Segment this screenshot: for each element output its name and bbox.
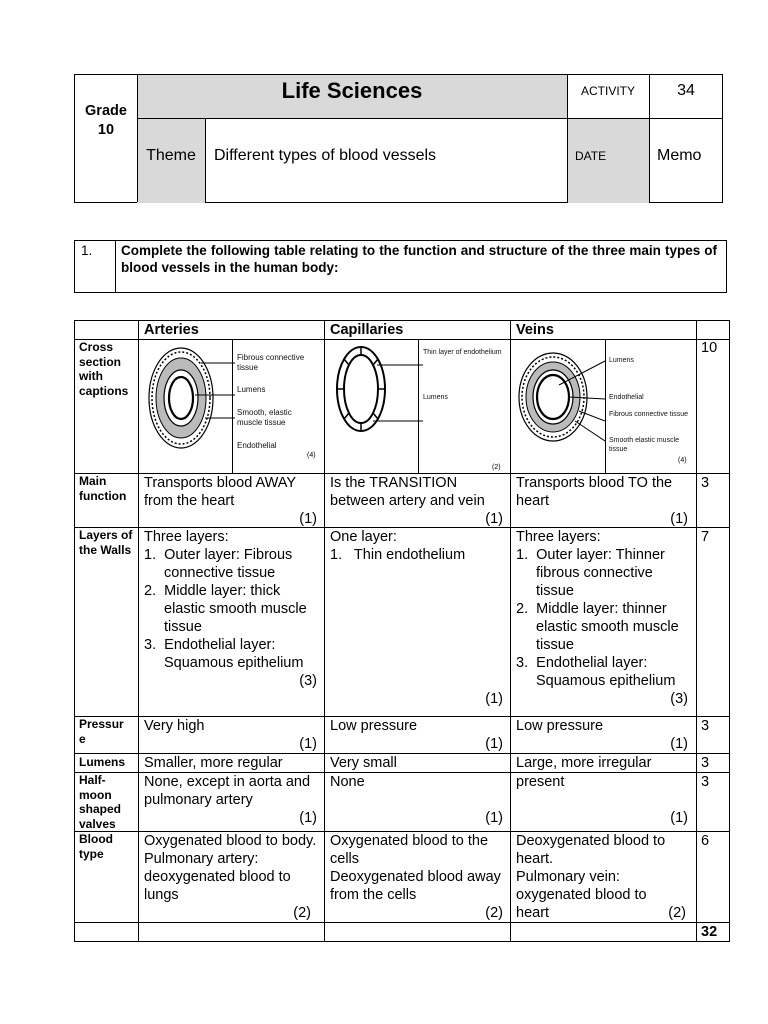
- layers-total: 7: [701, 529, 710, 545]
- capillaries-valves: None: [330, 774, 365, 790]
- column-header-capillaries: Capillaries: [330, 322, 404, 338]
- list-item: 3. Endothelial layer: Squamous epithelium: [144, 637, 304, 671]
- arteries-main-function: Transports blood AWAY from the heart: [144, 475, 296, 509]
- column-header-arteries: Arteries: [144, 322, 199, 338]
- row-label-main-function: Main function: [79, 474, 127, 503]
- veins-lumens: Large, more irregular: [516, 755, 652, 771]
- capillary-caption-2: Lumens: [423, 394, 448, 401]
- veins-layers-list: [516, 546, 694, 690]
- capillaries-blood-type: Oxygenated blood to the cells Deoxygenated blood away from the cells: [330, 833, 501, 903]
- veins-blood-type: Deoxygenated blood to heart. Pulmonary vein: oxygenated blood to heart: [516, 833, 666, 921]
- valves-total: 3: [701, 774, 710, 790]
- capillaries-layers-intro: One layer:: [330, 529, 397, 545]
- header-table: [74, 74, 723, 203]
- row-label-cross-section: Cross section with captions: [79, 340, 129, 398]
- arteries-valves-mark: (1): [299, 810, 317, 826]
- theme-label: Theme: [146, 147, 196, 164]
- row-label-pressure: Pressure: [79, 717, 124, 746]
- artery-diagram-mark: (4): [307, 452, 316, 459]
- row-label-layers: Layers of the Walls: [79, 528, 133, 557]
- vein-diagram-mark: (4): [678, 457, 687, 464]
- veins-pressure: Low pressure: [516, 718, 604, 734]
- capillary-caption-1: Thin layer of endothelium: [423, 349, 502, 356]
- artery-caption-3: Smooth, elastic muscle tissue: [237, 408, 292, 427]
- list-item: 1. Outer layer: Fibrous connective tissue: [144, 547, 293, 581]
- artery-caption-4: Endothelial: [237, 441, 277, 450]
- capillaries-main-function-mark: (1): [485, 511, 503, 527]
- capillaries-layers-list: [330, 546, 506, 564]
- activity-label: ACTIVITY: [580, 84, 635, 98]
- row-label-lumens: Lumens: [79, 755, 126, 769]
- arteries-pressure-mark: (1): [299, 736, 317, 752]
- question-box: [74, 240, 727, 293]
- lumens-total: 3: [701, 755, 710, 771]
- capillaries-layers-mark: (1): [485, 691, 503, 707]
- artery-caption-1: Fibrous connective tissue: [237, 353, 305, 372]
- veins-layers-intro: Three layers:: [516, 529, 601, 545]
- veins-pressure-mark: (1): [670, 736, 688, 752]
- question-number: 1.: [81, 243, 93, 258]
- veins-valves-mark: (1): [670, 810, 688, 826]
- arteries-blood-type-mark: (2): [293, 905, 311, 921]
- veins-main-function-mark: (1): [670, 511, 688, 527]
- vein-caption-3: Fibrous connective tissue: [609, 411, 688, 418]
- grand-total: 32: [701, 924, 718, 940]
- capillary-cross-section-diagram: [333, 341, 423, 437]
- question-text: Complete the following table relating to the function and structure of the three main types of blood vessels in the human body:: [121, 243, 717, 275]
- veins-valves: present: [516, 774, 565, 790]
- arteries-main-function-mark: (1): [299, 511, 317, 527]
- list-item: 1. Outer layer: Thinner fibrous connective tissue: [516, 547, 665, 599]
- vessel-table: [74, 320, 730, 942]
- arteries-valves: None, except in aorta and pulmonary artery: [144, 774, 311, 808]
- grade-value: 10: [97, 122, 115, 138]
- column-header-veins: Veins: [516, 322, 554, 338]
- list-item: 2. Middle layer: thick elastic smooth muscle tissue: [144, 583, 307, 635]
- arteries-blood-type: Oxygenated blood to body. Pulmonary artery: deoxygenated blood to lungs: [144, 833, 317, 903]
- date-value: Memo: [657, 147, 702, 164]
- veins-blood-type-mark: (2): [668, 905, 686, 921]
- vein-caption-2: Endothelial: [609, 394, 644, 401]
- main-function-total: 3: [701, 475, 710, 491]
- list-item: 2. Middle layer: thinner elastic smooth muscle tissue: [516, 601, 679, 653]
- capillaries-pressure-mark: (1): [485, 736, 503, 752]
- cross-section-total: 10: [701, 340, 718, 356]
- grade-label: Grade: [85, 103, 127, 119]
- page-title: Life Sciences: [281, 78, 423, 103]
- capillaries-pressure: Low pressure: [330, 718, 418, 734]
- capillaries-lumens: Very small: [330, 755, 397, 771]
- row-label-blood-type: Blood type: [79, 832, 113, 861]
- arteries-layers-intro: Three layers:: [144, 529, 229, 545]
- pressure-total: 3: [701, 718, 710, 734]
- capillaries-main-function: Is the TRANSITION between artery and vein: [330, 475, 485, 509]
- list-item: 1. Thin endothelium: [330, 547, 466, 563]
- capillary-diagram-mark: (2): [492, 464, 501, 471]
- veins-main-function: Transports blood TO the heart: [516, 475, 673, 509]
- veins-layers-mark: (3): [670, 691, 688, 707]
- date-label: DATE: [575, 149, 607, 163]
- arteries-layers-list: [144, 546, 320, 672]
- row-label-valves: Half-moon shaped valves: [79, 773, 122, 831]
- vein-cross-section-diagram: [515, 343, 605, 453]
- vein-caption-4: Smooth elastic muscle tissue: [609, 437, 680, 453]
- capillaries-blood-type-mark: (2): [485, 905, 503, 921]
- artery-caption-2: Lumens: [237, 385, 266, 394]
- arteries-layers-mark: (3): [299, 673, 317, 689]
- blood-type-total: 6: [701, 833, 710, 849]
- vein-caption-1: Lumens: [609, 357, 634, 364]
- activity-value: 34: [677, 82, 695, 99]
- list-item: 3. Endothelial layer: Squamous epithelium: [516, 655, 676, 689]
- arteries-lumens: Smaller, more regular: [144, 755, 283, 771]
- capillaries-valves-mark: (1): [485, 810, 503, 826]
- theme-value: Different types of blood vessels: [214, 147, 437, 164]
- artery-cross-section-diagram: [145, 343, 235, 453]
- arteries-pressure: Very high: [144, 718, 205, 734]
